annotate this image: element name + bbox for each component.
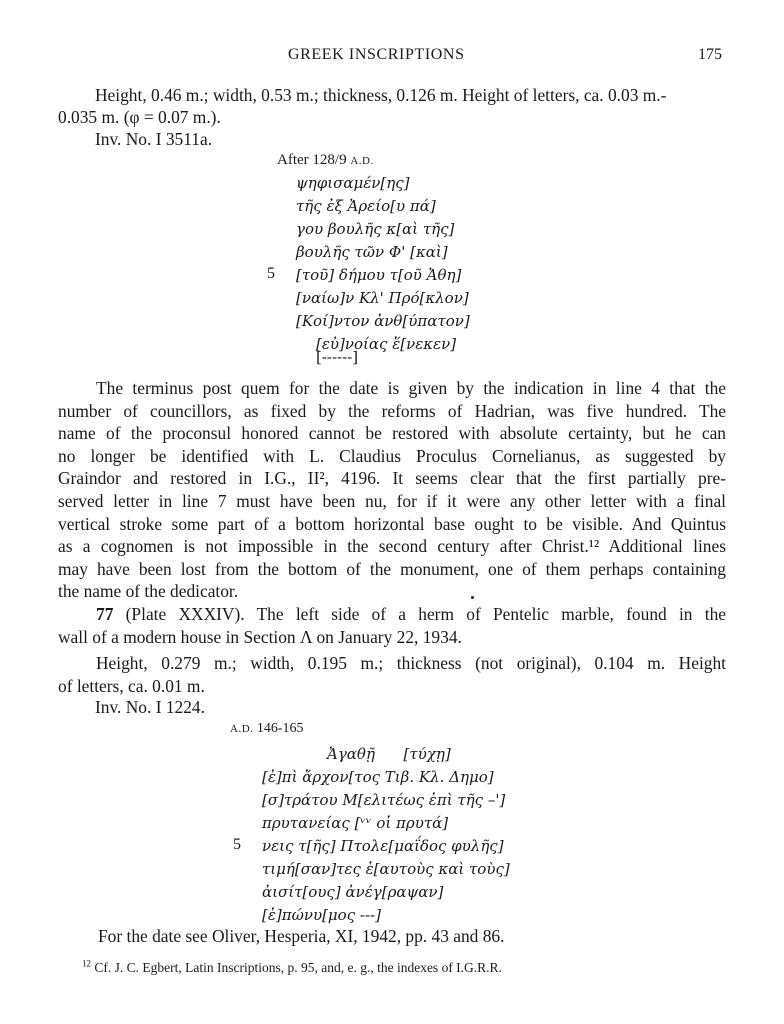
inscription-line: [εὐ]νοίας ἕ[νεκεν] xyxy=(316,335,457,353)
inscription-line: ψηφισαμέν[ης] xyxy=(296,174,410,192)
entry77-date-note: For the date see Oliver, Hesperia, XI, 1942, pp. 43 and 86. xyxy=(98,926,505,946)
entry77-dimensions-line2: of letters, ca. 0.01 m. xyxy=(58,675,205,696)
entry77-inventory: Inv. No. I 1224. xyxy=(95,697,205,717)
entry76-date xyxy=(277,152,374,169)
entry76-date-era: A.D. xyxy=(350,155,374,167)
entry77-date-era: A.D. xyxy=(230,723,254,735)
footnote-text: Cf. J. C. Egbert, Latin Inscriptions, p. 95, and, e. g., the indexes of I.G.R.R. xyxy=(94,960,502,975)
inscription-line: [ναίω]ν Κλ' Πρό[κλον] xyxy=(296,289,469,307)
line-number: 5 xyxy=(267,265,275,282)
running-title: GREEK INSCRIPTIONS xyxy=(288,46,465,63)
line-number: 5 xyxy=(233,836,241,853)
inscription-line: πρυτανείας [ᵛᵛ οἱ πρυτά] xyxy=(262,814,449,832)
inscription-line: γου βουλῆς κ[αὶ τῆς] xyxy=(296,220,455,238)
stray-dot-mark xyxy=(471,596,474,599)
entry77-intro xyxy=(58,603,726,648)
commentary-line: the name of the dedicator. xyxy=(58,581,239,602)
inscription-line: τῆς ἐξ Ἀρείο[υ πά] xyxy=(296,197,436,215)
inscription-line: Ἀγαθῇ [τύχῃ] xyxy=(327,745,451,763)
commentary-line: vertical stroke some part of a bottom horizontal base ought to be visible. And Quintus xyxy=(58,513,726,534)
inscription-line: τιμή[σαν]τες ἑ[αυτοὺς καὶ τοὺς] xyxy=(262,860,510,878)
commentary-line: Graindor and restored in I.G., II², 4196. It seems clear that the first partially pre- xyxy=(58,468,726,489)
commentary-line: may have been lost from the bottom of the monument, one of them perhaps containing xyxy=(58,558,726,579)
entry76-dimensions-line2: 0.035 m. (φ = 0.07 m.). xyxy=(58,107,221,127)
inscription-line: [------] xyxy=(316,348,359,366)
commentary-line: name of the proconsul honored cannot be restored with absolute certainty, but he can xyxy=(58,423,726,444)
commentary-line: as a cognomen is not impossible in the second century after Christ.¹² Additional lines xyxy=(58,536,726,557)
entry77-dimensions xyxy=(58,652,726,697)
inscription-line: βουλῆς τῶν Φ' [καὶ] xyxy=(296,243,448,261)
entry77-dimensions-line1: Height, 0.279 m.; width, 0.195 m.; thickness (not original), 0.104 m. Height xyxy=(96,653,726,673)
commentary-line: no longer be identified with L. Claudius Proculus Cornelianus, as suggested by xyxy=(58,445,726,466)
commentary-line: The terminus post quem for the date is given by the indication in line 4 that the xyxy=(96,378,726,398)
page-number: 175 xyxy=(698,46,722,63)
footnote xyxy=(82,960,502,976)
inscription-line: ἀισίτ[ους] ἀνέγ[ραψαν] xyxy=(262,883,444,901)
entry76-commentary xyxy=(58,377,726,603)
commentary-line: served letter in line 7 must have been nu, for if it were any other letter with a final xyxy=(58,490,726,511)
entry77-intro-line1 xyxy=(58,603,726,626)
running-header xyxy=(0,46,784,72)
inscription-line: [Κοί]ντον ἀνθ[ύπατον] xyxy=(296,312,470,330)
entry77-intro-line2: wall of a modern house in Section Λ on January 22, 1934. xyxy=(58,626,462,647)
entry76-inventory: Inv. No. I 3511a. xyxy=(95,129,213,149)
entry77-intro-text: (Plate XXXIV). The left side of a herm of Pentelic marble, found in the xyxy=(113,604,726,624)
inscription-line: [σ]τράτου Μ[ελιτέως ἐπὶ τῆς –'] xyxy=(262,791,506,809)
inscription-line: νεις τ[ῆς] Πτολε[μαΐδος φυλῆς] xyxy=(262,837,504,855)
footnote-marker: 12 xyxy=(82,958,91,969)
commentary-line: number of councillors, as fixed by the reforms of Hadrian, was five hundred. The xyxy=(58,400,726,421)
entry77-date-text: 146-165 xyxy=(256,721,304,736)
inscription-line: [τοῦ] δήμου τ[οῦ Ἀθη] xyxy=(296,266,462,284)
inscription-line: [ἐ]πώνυ[μος ---] xyxy=(262,906,381,924)
entry-number: 77 xyxy=(96,604,114,624)
inscription-line: [ἐ]πὶ ἄρχον[τος Τιβ. Κλ. Δημο] xyxy=(262,768,494,786)
entry76-dimensions-line1: Height, 0.46 m.; width, 0.53 m.; thickness, 0.126 m. Height of letters, ca. 0.03 m.- xyxy=(95,85,667,105)
entry76-date-text: After 128/9 xyxy=(277,152,347,168)
entry77-date xyxy=(230,721,304,737)
